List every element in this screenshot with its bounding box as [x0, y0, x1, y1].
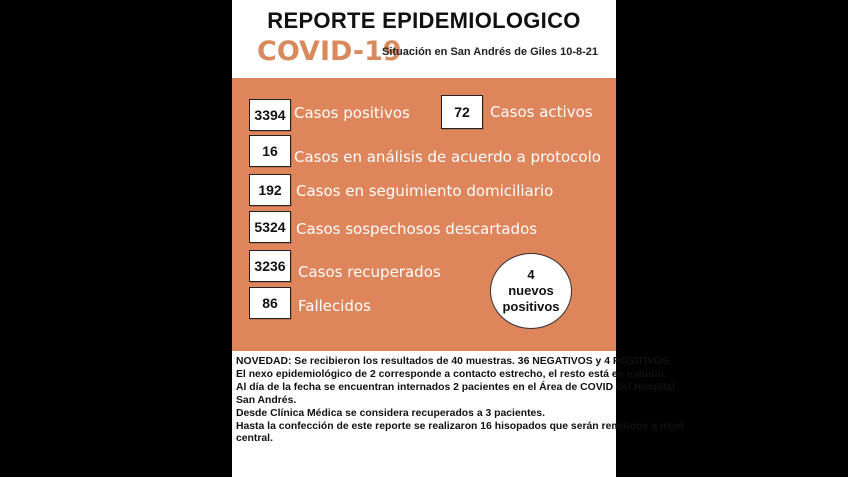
seguimiento-count: 192: [249, 174, 291, 206]
novedad-line: El nexo epidemiológico de 2 corresponde a contacto estrecho, el resto está en estudio.: [236, 368, 667, 380]
novedad-line: Hasta la confección de este reporte se realizaron 16 hisopados que serán remitidos a nivel: [236, 420, 684, 432]
positivos-count: 3394: [249, 99, 291, 131]
novedad-line: San Andrés.: [236, 394, 297, 406]
novedad-line: Desde Clínica Médica se considera recuperados a 3 pacientes.: [236, 407, 545, 419]
report-title: REPORTE EPIDEMIOLOGICO: [267, 8, 581, 33]
new-positives-line1: nuevos: [508, 283, 554, 298]
recuperados-count: 3236: [249, 250, 291, 282]
covid-title: COVID-19: [257, 36, 402, 67]
novedad-line: NOVEDAD: Se recibieron los resultados de 40 muestras. 36 NEGATIVOS y 4 POSITIVOS.: [236, 356, 672, 367]
new-positives-badge: [490, 253, 572, 329]
situation-subtitle: Situación en San Andrés de Giles 10-8-21: [382, 46, 598, 58]
activos-label: Casos activos: [490, 103, 593, 121]
new-positives-number: 4: [527, 267, 535, 282]
analisis-label: Casos en análisis de acuerdo a protocolo: [294, 148, 601, 166]
seguimiento-label: Casos en seguimiento domiciliario: [296, 182, 554, 200]
novedad-line: Al día de la fecha se encuentran internados 2 pacientes en el Área de COVID del Hospital: [236, 381, 675, 393]
novedad-text: [236, 356, 684, 446]
report-page: [232, 0, 684, 477]
fallecidos-label: Fallecidos: [298, 297, 371, 315]
descartados-count: 5324: [249, 211, 291, 243]
new-positives-line2: positivos: [502, 299, 560, 314]
fallecidos-count: 86: [249, 287, 291, 319]
novedad-line: central.: [236, 433, 273, 445]
descartados-label: Casos sospechosos descartados: [296, 220, 538, 238]
analisis-count: 16: [249, 135, 291, 167]
positivos-label: Casos positivos: [294, 104, 410, 122]
recuperados-label: Casos recuperados: [298, 263, 441, 281]
activos-count: 72: [441, 95, 483, 129]
